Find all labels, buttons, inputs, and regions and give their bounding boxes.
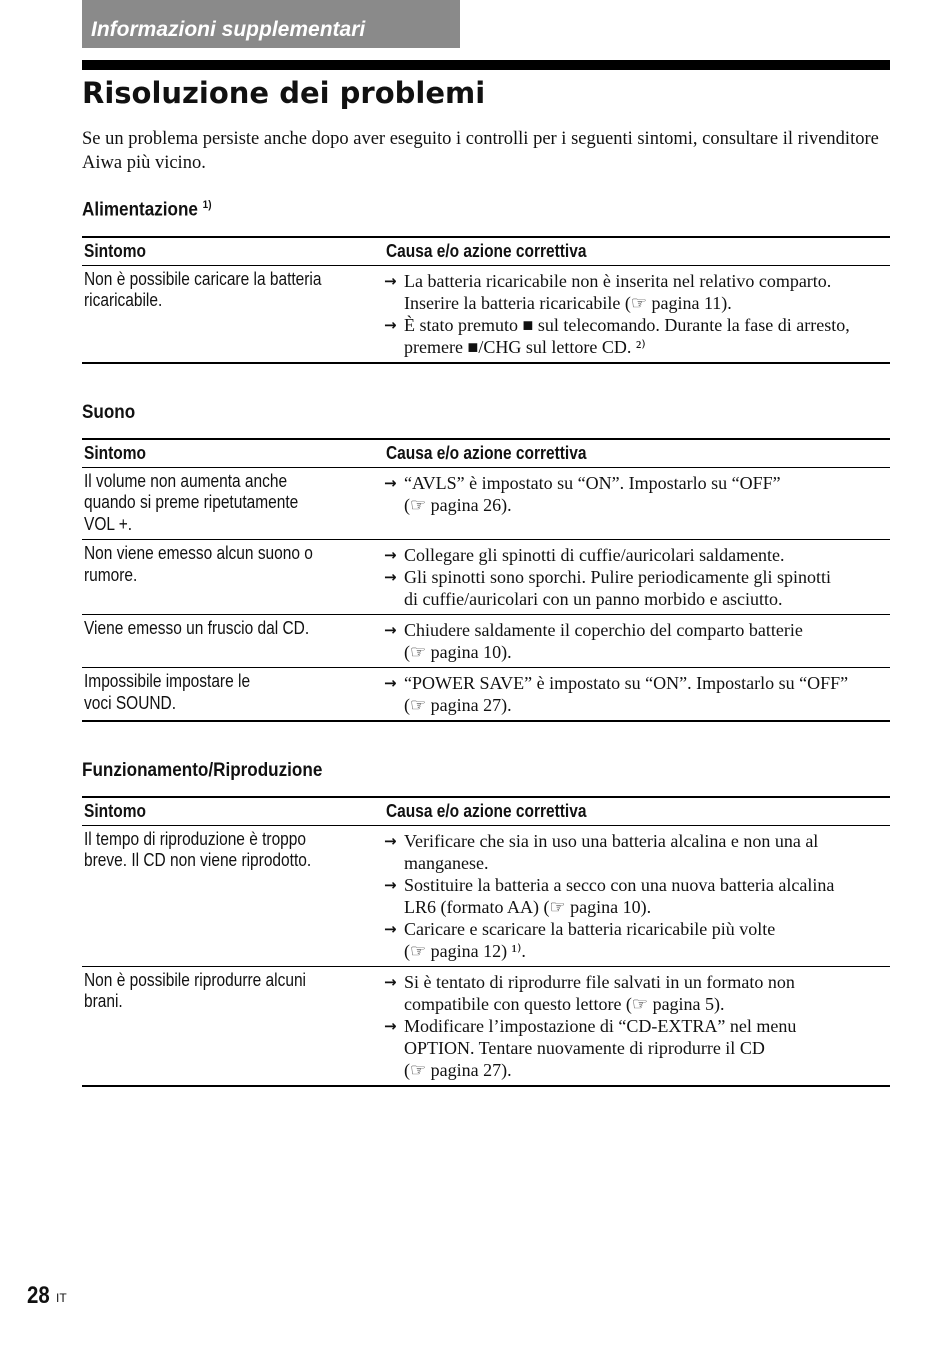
cause-item: [384, 874, 890, 918]
arrow-icon: →: [384, 919, 397, 938]
cause-text: Caricare e scaricare la batteria ricaricabile più volte (☞ pagina 12) ¹⁾.: [404, 918, 776, 961]
arrow-icon: →: [384, 473, 397, 492]
cause-cell: [384, 265, 890, 363]
column-header-cause: Causa e/o azione correttiva: [384, 797, 890, 825]
troubleshooting-table-funzionamento: [82, 796, 890, 1087]
arrow-icon: →: [384, 972, 397, 991]
cause-text: Modificare l’impostazione di “CD-EXTRA” nel menu OPTION. Tentare nuovamente di riprodurre il CD (☞ pagina 27).: [404, 1015, 797, 1080]
cause-text: Gli spinotti sono sporchi. Pulire periodicamente gli spinotti di cuffie/auricolari con un panno morbido e asciutto.: [404, 567, 831, 609]
cause-cell: [384, 966, 890, 1086]
column-header-cause: Causa e/o azione correttiva: [384, 439, 890, 467]
section-heading-suono: [82, 402, 135, 424]
symptom-cell: Il volume non aumenta anche quando si preme ripetutamente VOL +.: [84, 470, 299, 534]
arrow-icon: →: [384, 568, 397, 586]
cause-item: [384, 270, 890, 314]
cause-text: Collegare gli spinotti di cuffie/auricolari saldamente.: [404, 545, 785, 565]
cause-item: [384, 314, 890, 358]
title-rule: [82, 60, 890, 70]
arrow-icon: →: [384, 315, 397, 334]
section-heading-text: Funzionamento/Riproduzione: [82, 760, 323, 781]
cause-text: “POWER SAVE” è impostato su “ON”. Impostarlo su “OFF” (☞ pagina 27).: [404, 673, 849, 715]
page-language: IT: [56, 1291, 67, 1305]
section-heading-alimentazione: [82, 199, 211, 221]
cause-item: [384, 544, 890, 566]
cause-text: Chiudere saldamente il coperchio del comparto batterie (☞ pagina 10).: [404, 620, 803, 662]
section-heading-funzionamento: [82, 760, 322, 782]
page-title: Risoluzione dei problemi: [82, 76, 486, 110]
arrow-icon: →: [384, 674, 397, 692]
table-row: [82, 825, 890, 966]
column-header-symptom: Sintomo: [82, 439, 384, 467]
arrow-icon: →: [384, 1016, 397, 1035]
table-row: [82, 615, 890, 668]
symptom-cell: Viene emesso un fruscio dal CD.: [82, 615, 384, 668]
arrow-icon: →: [384, 621, 397, 639]
troubleshooting-table-suono: [82, 438, 890, 722]
troubleshooting-table-alimentazione: [82, 236, 890, 364]
section-heading-text: Suono: [82, 402, 136, 423]
cause-text: È stato premuto ■ sul telecomando. Durante la fase di arresto, premere ■/CHG sul lettore CD. ²⁾: [404, 314, 850, 357]
cause-item: [384, 918, 890, 962]
table-row: [82, 966, 890, 1086]
cause-item: [384, 971, 890, 1015]
cause-cell: [384, 467, 890, 540]
footnote-marker: 1): [202, 199, 212, 211]
page-number: 28: [27, 1282, 50, 1309]
table-row: [82, 265, 890, 363]
table-row: [82, 467, 890, 540]
column-header-symptom: Sintomo: [82, 237, 384, 265]
arrow-icon: →: [384, 831, 397, 850]
cause-item: [384, 619, 890, 663]
section-tab: Informazioni supplementari: [82, 0, 460, 48]
cause-text: Si è tentato di riprodurre file salvati in un formato non compatibile con questo lettore (☞ pagina 5).: [404, 971, 795, 1014]
cause-cell: [384, 615, 890, 668]
cause-item: [384, 830, 890, 874]
cause-text: “AVLS” è impostato su “ON”. Impostarlo su “OFF” (☞ pagina 26).: [404, 472, 781, 515]
cause-item: [384, 672, 890, 716]
symptom-cell: Non è possibile caricare la batteria ricaricabile.: [84, 268, 322, 310]
column-header-symptom: Sintomo: [82, 797, 384, 825]
symptom-cell: Non viene emesso alcun suono o rumore.: [82, 540, 384, 615]
section-heading-text: Alimentazione: [82, 199, 198, 221]
symptom-cell: Non è possibile riprodurre alcuni brani.: [82, 966, 384, 1086]
cause-cell: [384, 540, 890, 615]
column-header-cause: Causa e/o azione correttiva: [384, 237, 890, 265]
arrow-icon: →: [384, 271, 397, 290]
table-row: [82, 668, 890, 722]
cause-text: Verificare che sia in uso una batteria alcalina e non una al manganese.: [404, 830, 819, 873]
cause-item: [384, 472, 890, 516]
cause-item: [384, 1015, 890, 1081]
cause-cell: [384, 825, 890, 966]
cause-item: [384, 566, 890, 610]
intro-paragraph: Se un problema persiste anche dopo aver eseguito i controlli per i seguenti sintomi, consultare il rivenditore Aiwa più vicino.: [82, 129, 879, 173]
cause-text: La batteria ricaricabile non è inserita nel relativo comparto. Inserire la batteria ricaricabile (☞ pagina 11).: [404, 270, 832, 313]
symptom-cell: Il tempo di riproduzione è troppo breve. Il CD non viene riprodotto.: [84, 828, 312, 870]
cause-cell: [384, 668, 890, 722]
table-row: [82, 540, 890, 615]
symptom-cell: Impossibile impostare le voci SOUND.: [82, 668, 384, 722]
arrow-icon: →: [384, 546, 397, 564]
arrow-icon: →: [384, 875, 397, 894]
cause-text: Sostituire la batteria a secco con una nuova batteria alcalina LR6 (formato AA) (☞ pagina 10).: [404, 874, 835, 917]
